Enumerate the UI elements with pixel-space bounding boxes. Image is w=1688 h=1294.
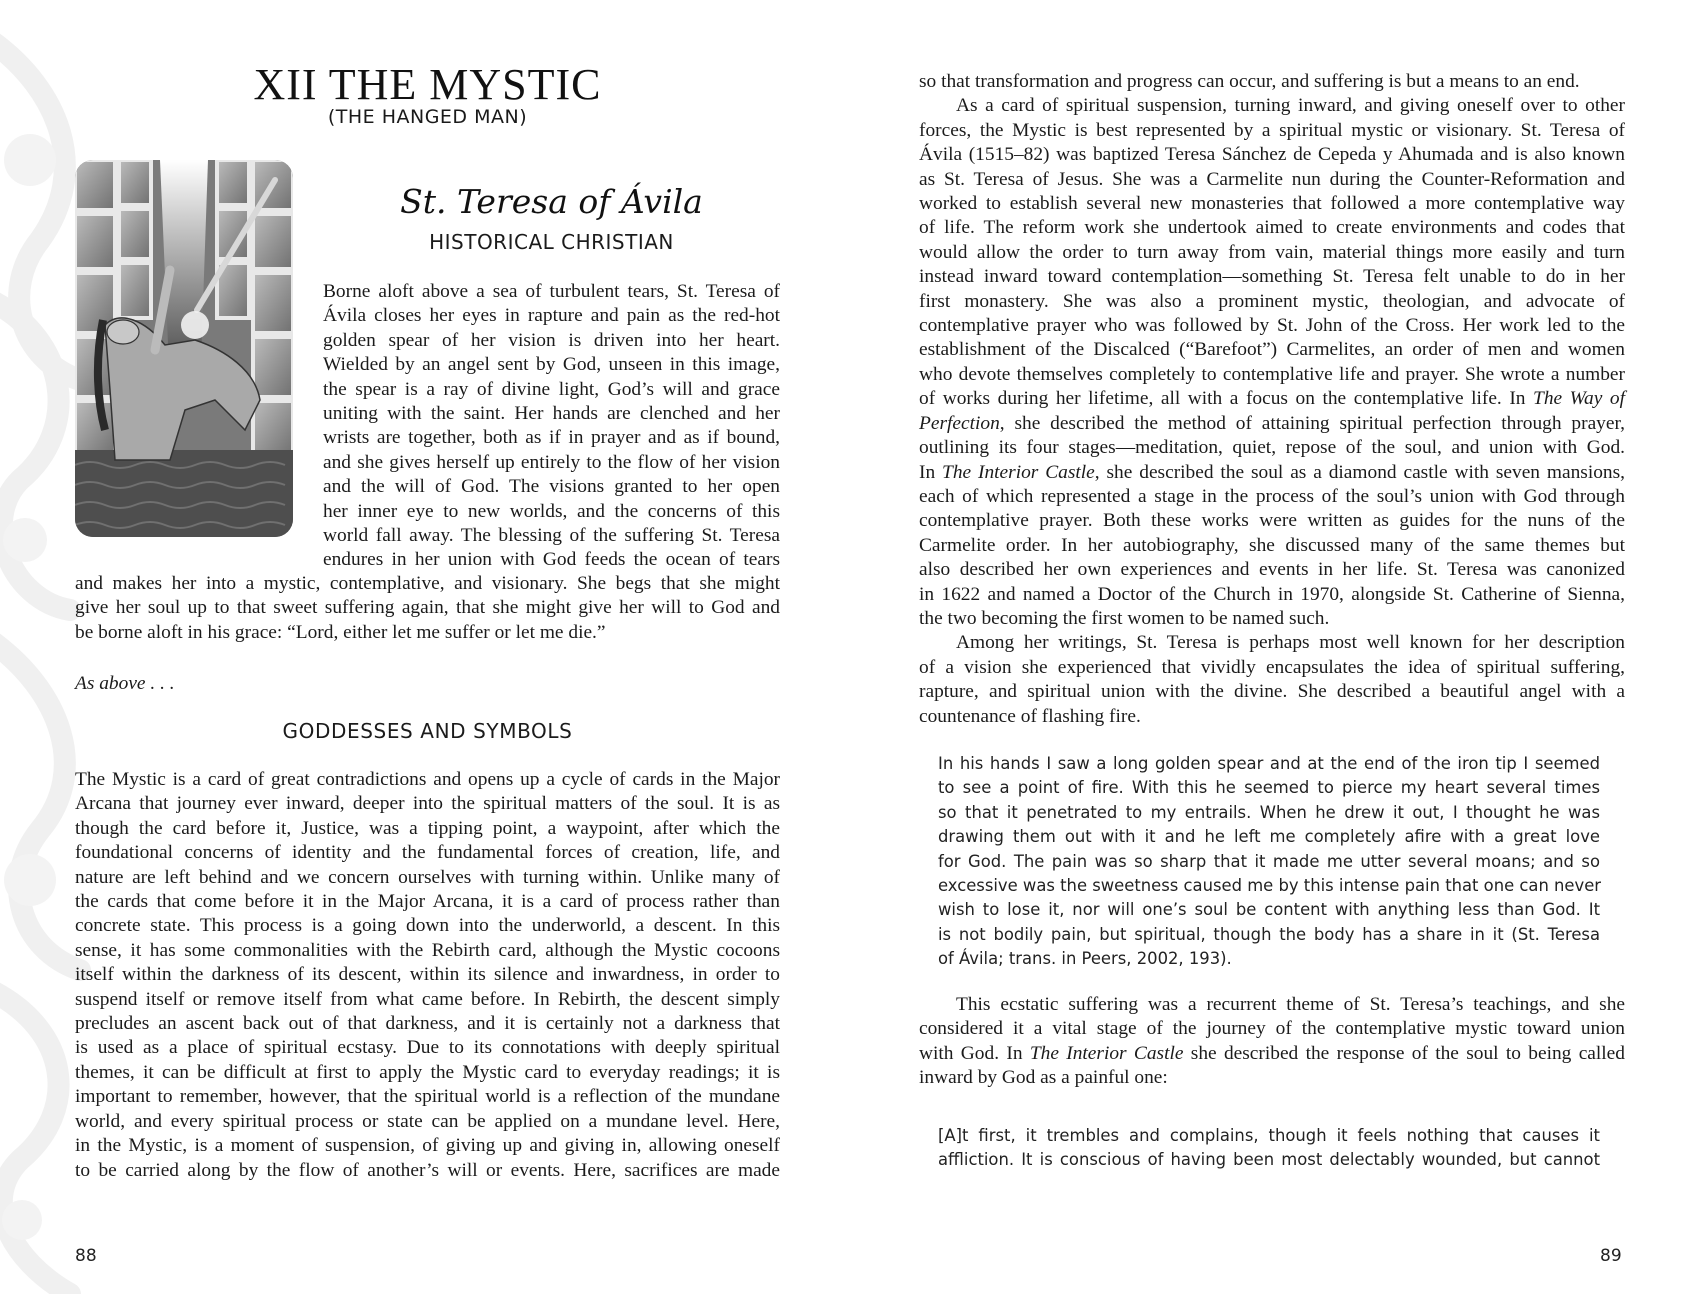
text-line: of works during her lifetime, all with a focus on the contemplative life. In The Way of <box>919 388 1625 410</box>
text-line: itself within the darkness of its descent, within its silence and inwardness, in order to <box>75 964 780 986</box>
text-line: countenance of flashing fire. <box>919 705 1141 727</box>
text-line: The Mystic is a card of great contradictions and opens up a cycle of cards in the Major <box>75 769 780 790</box>
text-line: so that it penetrated to my entrails. When he drew it out, I thought he was <box>938 802 1600 822</box>
text-line: and she gives herself up entirely to the flow of her vision <box>323 451 780 473</box>
text-line: of life. The reform work she undertook aimed to create environments and codes that <box>919 217 1625 239</box>
text-line: give her soul up to that sweet suffering again, that she might give her will to God and <box>75 597 780 619</box>
text-line: excessive was the sweetness caused me by this intense pain that one can never <box>938 876 1602 896</box>
chapter-title: XII THE MYSTIC <box>253 60 602 109</box>
page-number: 89 <box>1600 1246 1622 1266</box>
text-line: is used as a place of spiritual ecstasy. Due to its connotations with deeply spiritual <box>75 1037 780 1059</box>
tarot-card-image <box>75 160 293 537</box>
text-line: each of which represented a stage in the process of the soul’s union with God through <box>919 485 1625 507</box>
card-illustration-icon <box>75 160 293 537</box>
text-line: [A]t first, it trembles and complains, though it feels nothing that causes it <box>938 1126 1600 1145</box>
text-line: world fall away. The blessing of the suffering St. Teresa <box>323 525 780 547</box>
text-line: Borne aloft above a sea of turbulent tears, St. Teresa of <box>323 281 780 302</box>
text-line: also described her own experiences and events in her life. St. Teresa was canonized <box>919 559 1625 581</box>
text-line: establishment of the Discalced (“Barefoot”) Carmelites, an order of men and women <box>919 339 1625 361</box>
text-line: sense, it has some commonalities with the Rebirth card, although the Mystic cocoons <box>75 939 780 961</box>
text-line: In his hands I saw a long golden spear and at the end of the iron tip I seemed <box>938 754 1600 773</box>
text-line: important to remember, however, that the spiritual world is a reflection of the mundane <box>75 1086 780 1108</box>
text-line: to be carried along by the flow of another’s will or events. Here, sacrifices are made <box>75 1159 780 1181</box>
text-line: her inner eye to new worlds, and the concerns of this <box>323 500 780 522</box>
text-line: Wielded by an angel sent by God, unseen in this image, <box>323 354 780 376</box>
text-line: inward by God as a painful one: <box>919 1067 1168 1089</box>
text-line: outlining its four stages—meditation, quiet, repose of the soul, and union with God. <box>919 437 1625 459</box>
text-line: and the will of God. The visions granted to her open <box>323 476 780 498</box>
text-line: to see a point of fire. With this he seemed to pierce my heart several times <box>938 778 1600 798</box>
text-line: themes, it can be difficult at first to apply the Mystic card to everyday readings; it is <box>75 1061 780 1083</box>
text-line: as St. Teresa of Jesus. She was a Carmelite nun during the Counter-Reformation and <box>919 168 1625 190</box>
text-line: the spear is a ray of divine light, God’s will and grace <box>323 378 780 400</box>
text-line: wish to lose it, nor will one’s soul be content with anything less than God. It <box>938 900 1600 920</box>
text-line: suspend itself or remove itself from what came before. In Rebirth, the descent simply <box>75 988 780 1010</box>
text-line: Perfection, she described the method of attaining spiritual perfection through prayer, <box>919 412 1625 434</box>
block-quote-interior-castle <box>938 1124 1600 1173</box>
right-page <box>844 0 1688 1294</box>
text-line: of a vision she experienced that vividly encapsulates the idea of spiritual suffering, <box>919 656 1625 678</box>
text-line: In The Interior Castle, she described the soul as a diamond castle with seven mansions, <box>919 461 1625 483</box>
book-title: The Interior Castle <box>1029 1042 1184 1064</box>
text-line: in the Mystic, is a moment of suspension, of giving up and giving in, allowing oneself <box>75 1135 780 1157</box>
text-line: the two becoming the first women to be named such. <box>919 607 1330 629</box>
text-line: the cards that come before it in the Major Arcana, it is a card of process rather than <box>75 891 780 913</box>
text-line: for God. The pain was so sharp that it made me utter several moans; and so <box>938 851 1600 871</box>
text-line: in 1622 and named a Doctor of the Church in 1970, alongside St. Catherine of Sienna, <box>919 583 1625 605</box>
text-line: Among her writings, St. Teresa is perhaps most well known for her description <box>956 632 1625 654</box>
text-line: Arcana that journey ever inward, deeper into the spiritual matters of the soul. It is as <box>75 793 780 815</box>
text-line: foundational concerns of identity and the fundamental forces of creation, life, and <box>75 842 780 864</box>
text-line: Carmelite order. In her autobiography, she discussed many of the same themes but <box>919 534 1625 556</box>
text-line: contemplative prayer who was followed by St. John of the Cross. Her work led to the <box>919 315 1625 337</box>
text-line: affliction. It is conscious of having been most delectably wounded, but cannot <box>938 1150 1600 1170</box>
text-line: drawing them out with it and he left me completely afire with a great love <box>938 827 1600 847</box>
text-line: wrists are together, both as if in prayer and as if bound, <box>323 427 780 449</box>
text-line: precludes an ascent back out of that darkness, and it is certainly not a darkness that <box>75 1013 780 1035</box>
text-line: world, and every spiritual process or state can be applied on a mundane level. Here, <box>75 1110 780 1132</box>
text-line: uniting with the saint. Her hands are clenched and her <box>323 403 780 425</box>
page-number: 88 <box>75 1246 97 1266</box>
text-line: instead inward toward contemplation—something St. Teresa felt unable to do in her <box>919 266 1625 288</box>
body-paragraph-interior-castle <box>919 993 1625 1091</box>
text-line: with God. In The Interior Castle she described the response of the soul to being called <box>919 1042 1625 1064</box>
intro-paragraph-wrapped <box>323 280 780 573</box>
text-line: who devote themselves completely to contemplative life and prayer. She wrote a number <box>919 363 1625 385</box>
text-line: be borne aloft in his grace: “Lord, either let me suffer or let me die.” <box>75 621 606 643</box>
text-line: contemplative prayer. Both these works were written as guides for the nuns of the <box>919 510 1625 532</box>
deity-tradition: HISTORICAL CHRISTIAN <box>429 230 674 254</box>
text-line: nature are left behind and we concern ourselves with turning within. Unlike many of <box>75 866 780 888</box>
section-heading: GODDESSES AND SYMBOLS <box>282 719 573 743</box>
text-line: concrete state. This process is a going down into the underworld, a descent. In this <box>75 915 780 937</box>
text-line: endures in her union with God feeds the ocean of tears <box>323 549 780 571</box>
text-line: Ávila closes her eyes in rapture and pain as the red-hot <box>323 305 780 327</box>
deity-name: St. Teresa of Ávila <box>400 182 703 221</box>
text-line: As a card of spiritual suspension, turning inward, and giving oneself over to other <box>956 95 1625 117</box>
text-line: though the card before it, Justice, was a tipping point, a waypoint, after which the <box>75 817 780 839</box>
text-line: worked to establish several new monasteries that followed a more contemplative way <box>919 193 1625 215</box>
text-line: rapture, and spiritual union with the divine. She described a beautiful angel with a <box>919 681 1625 703</box>
text-line: first monastery. She was also a prominent mystic, theologian, and advocate of <box>919 290 1625 312</box>
block-quote-vision <box>938 752 1600 972</box>
text-line: so that transformation and progress can occur, and suffering is but a means to an end. <box>919 71 1580 92</box>
text-line: and makes her into a mystic, contemplative, and visionary. She begs that she might <box>75 573 780 594</box>
body-paragraph <box>75 768 780 1183</box>
text-line: forces, the Mystic is best represented by a spiritual mystic or visionary. St. Teresa of <box>919 119 1625 141</box>
text-line: considered it a vital stage of the journey of the contemplative mystic toward union <box>919 1018 1625 1040</box>
intro-paragraph-full <box>75 572 780 645</box>
text-line: of Ávila; trans. in Peers, 2002, 193). <box>938 949 1232 969</box>
as-above-label: As above . . . <box>75 673 175 694</box>
text-line: This ecstatic suffering was a recurrent theme of St. Teresa’s teachings, and she <box>956 994 1625 1015</box>
text-line: would allow the order to turn away from vain, material things more easily and turn <box>919 241 1625 263</box>
chapter-subtitle: (THE HANGED MAN) <box>327 106 528 128</box>
book-title: Perfection <box>919 412 1000 434</box>
body-paragraphs-top <box>919 70 1625 729</box>
book-title: The Way of <box>1533 388 1625 410</box>
text-line: is not bodily pain, but spiritual, though the body has a share in it (St. Teresa <box>938 924 1600 944</box>
book-title: The Interior Castle <box>942 461 1095 483</box>
text-line: golden spear of her vision is driven into her heart. <box>323 329 780 351</box>
text-line: Ávila (1515–82) was baptized Teresa Sánchez de Cepeda y Ahumada and is also known <box>919 144 1625 166</box>
